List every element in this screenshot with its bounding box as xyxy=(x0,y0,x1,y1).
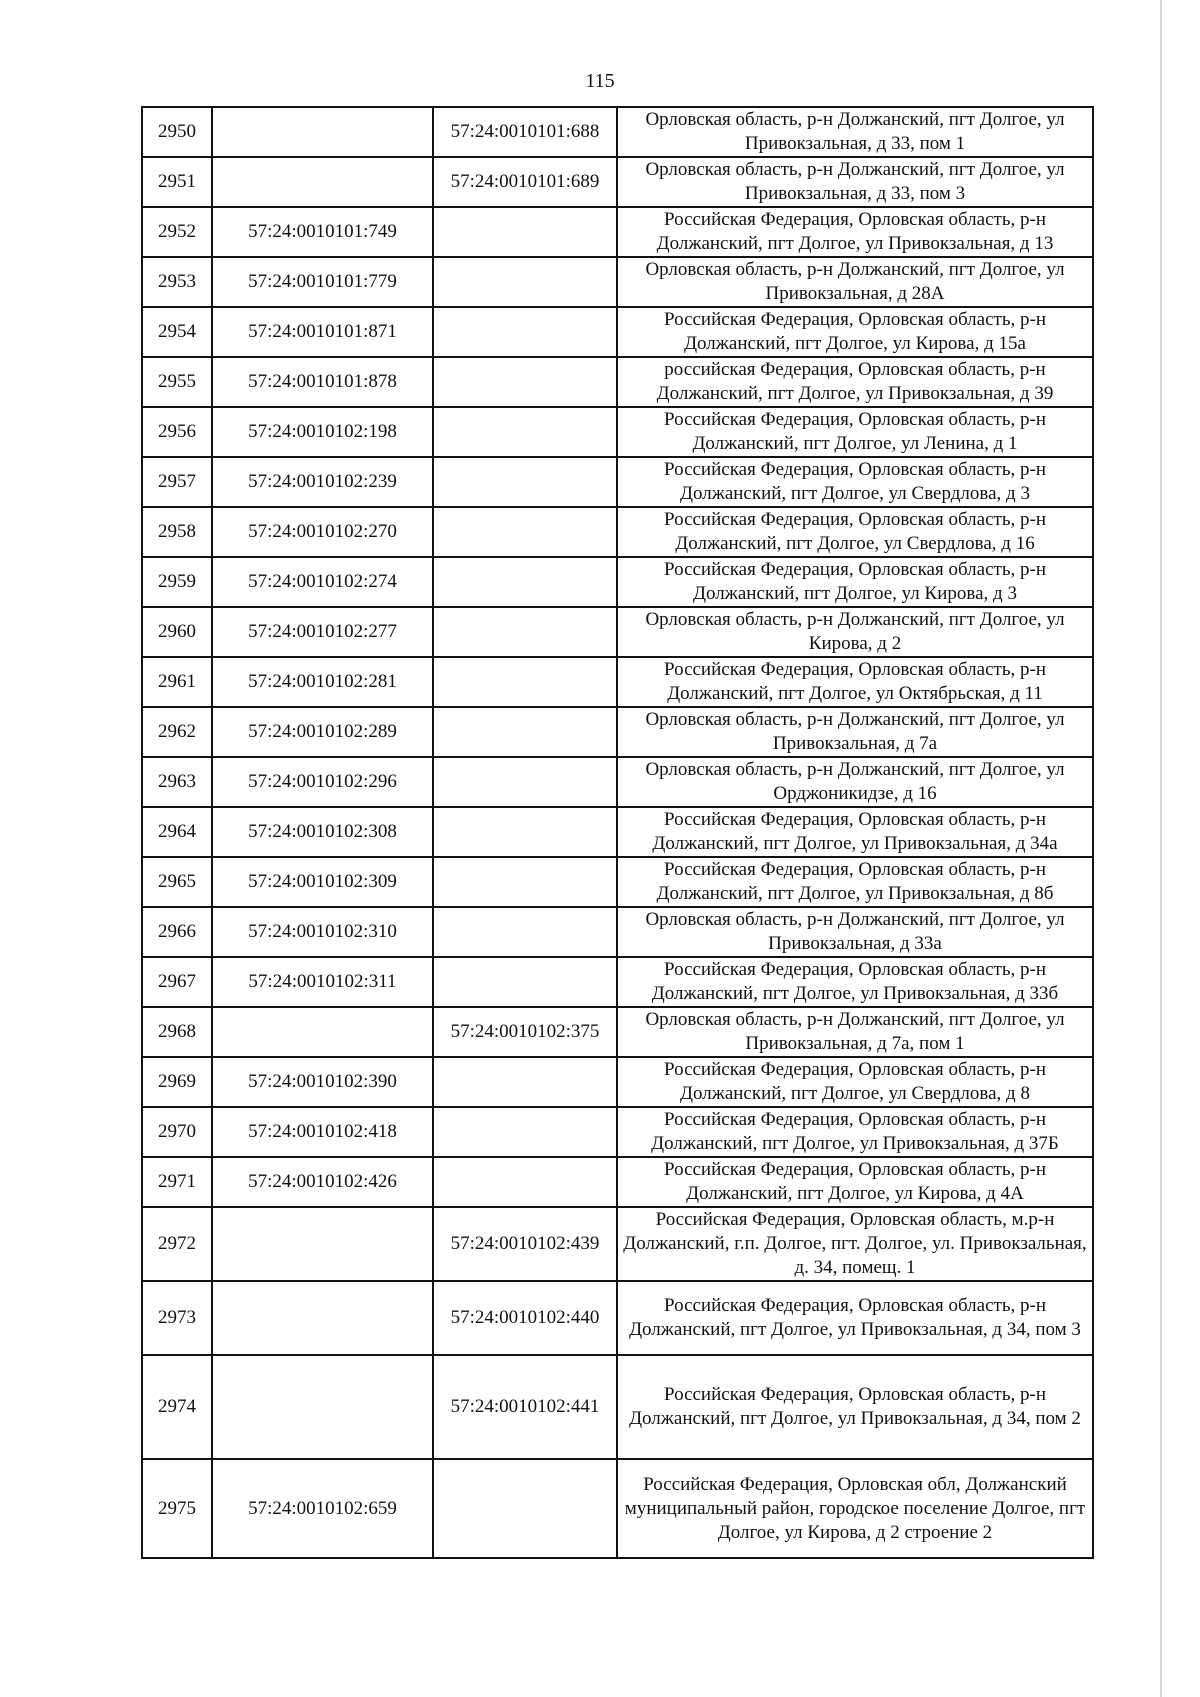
cadastral-number-a: 57:24:0010101:749 xyxy=(212,207,433,257)
row-number: 2967 xyxy=(142,957,212,1007)
cadastral-number-b xyxy=(433,607,617,657)
table-row xyxy=(142,107,1093,157)
address-cell: Российская Федерация, Орловская область, р-н Должанский, пгт Долгое, ул Октябрьская, д 11 xyxy=(617,657,1093,707)
cadastral-number-a: 57:24:0010102:426 xyxy=(212,1157,433,1207)
row-number: 2960 xyxy=(142,607,212,657)
table-row xyxy=(142,957,1093,1007)
cadastral-number-a: 57:24:0010102:308 xyxy=(212,807,433,857)
table-row xyxy=(142,307,1093,357)
page-edge-line xyxy=(1160,0,1162,1697)
address-cell: Российская Федерация, Орловская область, р-н Должанский, пгт Долгое, ул Привокзальная, д 34, пом 3 xyxy=(617,1281,1093,1355)
address-cell: Российская Федерация, Орловская область, р-н Должанский, пгт Долгое, ул Привокзальная, д 13 xyxy=(617,207,1093,257)
address-cell: Орловская область, р-н Должанский, пгт Долгое, ул Орджоникидзе, д 16 xyxy=(617,757,1093,807)
row-number: 2965 xyxy=(142,857,212,907)
row-number: 2964 xyxy=(142,807,212,857)
cadastral-number-b xyxy=(433,357,617,407)
cadastral-number-b xyxy=(433,807,617,857)
cadastral-number-a xyxy=(212,1355,433,1459)
address-cell: Российская Федерация, Орловская область, р-н Должанский, пгт Долгое, ул Свердлова, д 16 xyxy=(617,507,1093,557)
table-row xyxy=(142,207,1093,257)
row-number: 2968 xyxy=(142,1007,212,1057)
address-cell: Российская Федерация, Орловская область, м.р-н Должанский, г.п. Долгое, пгт. Долгое, ул. Привокзальная, д. 34, помещ. 1 xyxy=(617,1207,1093,1281)
cadastral-number-a: 57:24:0010102:659 xyxy=(212,1459,433,1558)
table-row xyxy=(142,657,1093,707)
cadastral-number-a xyxy=(212,107,433,157)
row-number: 2973 xyxy=(142,1281,212,1355)
cadastral-number-b xyxy=(433,407,617,457)
table-row xyxy=(142,457,1093,507)
row-number: 2971 xyxy=(142,1157,212,1207)
table-row xyxy=(142,507,1093,557)
address-cell: Российская Федерация, Орловская область, р-н Должанский, пгт Долгое, ул Свердлова, д 8 xyxy=(617,1057,1093,1107)
row-number: 2975 xyxy=(142,1459,212,1558)
cadastral-number-a: 57:24:0010102:311 xyxy=(212,957,433,1007)
table-row xyxy=(142,357,1093,407)
registry-table xyxy=(141,106,1094,1559)
address-cell: Российская Федерация, Орловская область, р-н Должанский, пгт Долгое, ул Привокзальная, д 34, пом 2 xyxy=(617,1355,1093,1459)
cadastral-number-b: 57:24:0010102:375 xyxy=(433,1007,617,1057)
row-number: 2950 xyxy=(142,107,212,157)
cadastral-number-a: 57:24:0010102:281 xyxy=(212,657,433,707)
table-row xyxy=(142,607,1093,657)
table-row xyxy=(142,1459,1093,1558)
cadastral-number-b xyxy=(433,957,617,1007)
table-row xyxy=(142,1107,1093,1157)
table-row xyxy=(142,157,1093,207)
cadastral-number-b xyxy=(433,307,617,357)
cadastral-number-a: 57:24:0010102:270 xyxy=(212,507,433,557)
address-cell: Российская Федерация, Орловская область, р-н Должанский, пгт Долгое, ул Ленина, д 1 xyxy=(617,407,1093,457)
row-number: 2972 xyxy=(142,1207,212,1281)
row-number: 2956 xyxy=(142,407,212,457)
cadastral-number-b xyxy=(433,457,617,507)
cadastral-number-a xyxy=(212,1007,433,1057)
cadastral-number-a: 57:24:0010102:390 xyxy=(212,1057,433,1107)
address-cell: Орловская область, р-н Должанский, пгт Долгое, ул Привокзальная, д 33а xyxy=(617,907,1093,957)
table-row xyxy=(142,757,1093,807)
cadastral-number-b xyxy=(433,857,617,907)
address-cell: Орловская область, р-н Должанский, пгт Долгое, ул Привокзальная, д 33, пом 1 xyxy=(617,107,1093,157)
row-number: 2961 xyxy=(142,657,212,707)
cadastral-number-b xyxy=(433,507,617,557)
cadastral-number-b xyxy=(433,707,617,757)
table-row xyxy=(142,407,1093,457)
address-cell: Российская Федерация, Орловская область, р-н Должанский, пгт Долгое, ул Кирова, д 4А xyxy=(617,1157,1093,1207)
address-cell: Российская Федерация, Орловская обл, Должанский муниципальный район, городское поселение Долгое, пгт Долгое, ул Кирова, д 2 строение 2 xyxy=(617,1459,1093,1558)
row-number: 2955 xyxy=(142,357,212,407)
cadastral-number-a: 57:24:0010101:871 xyxy=(212,307,433,357)
address-cell: Орловская область, р-н Должанский, пгт Долгое, ул Кирова, д 2 xyxy=(617,607,1093,657)
cadastral-number-a: 57:24:0010102:277 xyxy=(212,607,433,657)
address-cell: российская Федерация, Орловская область, р-н Должанский, пгт Долгое, ул Привокзальная, д 39 xyxy=(617,357,1093,407)
row-number: 2957 xyxy=(142,457,212,507)
address-cell: Орловская область, р-н Должанский, пгт Долгое, ул Привокзальная, д 7а xyxy=(617,707,1093,757)
address-cell: Российская Федерация, Орловская область, р-н Должанский, пгт Долгое, ул Привокзальная, д 37Б xyxy=(617,1107,1093,1157)
table-row xyxy=(142,907,1093,957)
cadastral-number-b: 57:24:0010101:688 xyxy=(433,107,617,157)
row-number: 2953 xyxy=(142,257,212,307)
cadastral-number-b xyxy=(433,207,617,257)
row-number: 2966 xyxy=(142,907,212,957)
page-number: 115 xyxy=(585,70,615,92)
cadastral-number-a: 57:24:0010102:198 xyxy=(212,407,433,457)
address-cell: Российская Федерация, Орловская область, р-н Должанский, пгт Долгое, ул Кирова, д 15а xyxy=(617,307,1093,357)
table-row xyxy=(142,1207,1093,1281)
cadastral-number-b: 57:24:0010102:439 xyxy=(433,1207,617,1281)
address-cell: Российская Федерация, Орловская область, р-н Должанский, пгт Долгое, ул Привокзальная, д 8б xyxy=(617,857,1093,907)
row-number: 2974 xyxy=(142,1355,212,1459)
address-cell: Российская Федерация, Орловская область, р-н Должанский, пгт Долгое, ул Привокзальная, д 33б xyxy=(617,957,1093,1007)
cadastral-number-b xyxy=(433,557,617,607)
cadastral-number-a: 57:24:0010102:274 xyxy=(212,557,433,607)
cadastral-number-b: 57:24:0010102:441 xyxy=(433,1355,617,1459)
row-number: 2952 xyxy=(142,207,212,257)
table-row xyxy=(142,1007,1093,1057)
cadastral-number-b xyxy=(433,1057,617,1107)
cadastral-number-b xyxy=(433,257,617,307)
cadastral-number-b xyxy=(433,907,617,957)
cadastral-number-a xyxy=(212,1207,433,1281)
cadastral-number-b xyxy=(433,757,617,807)
row-number: 2959 xyxy=(142,557,212,607)
row-number: 2958 xyxy=(142,507,212,557)
cadastral-number-b: 57:24:0010101:689 xyxy=(433,157,617,207)
row-number: 2970 xyxy=(142,1107,212,1157)
cadastral-number-b xyxy=(433,1107,617,1157)
cadastral-number-b xyxy=(433,657,617,707)
row-number: 2969 xyxy=(142,1057,212,1107)
table-row xyxy=(142,1057,1093,1107)
address-cell: Орловская область, р-н Должанский, пгт Долгое, ул Привокзальная, д 28А xyxy=(617,257,1093,307)
cadastral-number-a: 57:24:0010102:310 xyxy=(212,907,433,957)
cadastral-number-b xyxy=(433,1459,617,1558)
cadastral-number-a: 57:24:0010102:309 xyxy=(212,857,433,907)
row-number: 2962 xyxy=(142,707,212,757)
row-number: 2954 xyxy=(142,307,212,357)
cadastral-number-a: 57:24:0010102:418 xyxy=(212,1107,433,1157)
table-row xyxy=(142,1281,1093,1355)
table-row xyxy=(142,807,1093,857)
cadastral-number-a: 57:24:0010101:779 xyxy=(212,257,433,307)
cadastral-number-a: 57:24:0010102:296 xyxy=(212,757,433,807)
cadastral-number-a xyxy=(212,157,433,207)
row-number: 2963 xyxy=(142,757,212,807)
row-number: 2951 xyxy=(142,157,212,207)
address-cell: Орловская область, р-н Должанский, пгт Долгое, ул Привокзальная, д 7а, пом 1 xyxy=(617,1007,1093,1057)
cadastral-number-a: 57:24:0010102:239 xyxy=(212,457,433,507)
address-cell: Орловская область, р-н Должанский, пгт Долгое, ул Привокзальная, д 33, пом 3 xyxy=(617,157,1093,207)
cadastral-number-a: 57:24:0010102:289 xyxy=(212,707,433,757)
cadastral-number-b: 57:24:0010102:440 xyxy=(433,1281,617,1355)
address-cell: Российская Федерация, Орловская область, р-н Должанский, пгт Долгое, ул Привокзальная, д 34а xyxy=(617,807,1093,857)
cadastral-number-a xyxy=(212,1281,433,1355)
table-row xyxy=(142,707,1093,757)
address-cell: Российская Федерация, Орловская область, р-н Должанский, пгт Долгое, ул Свердлова, д 3 xyxy=(617,457,1093,507)
address-cell: Российская Федерация, Орловская область, р-н Должанский, пгт Долгое, ул Кирова, д 3 xyxy=(617,557,1093,607)
table-row xyxy=(142,1157,1093,1207)
table-row xyxy=(142,1355,1093,1459)
table-row xyxy=(142,857,1093,907)
cadastral-number-b xyxy=(433,1157,617,1207)
table-row xyxy=(142,557,1093,607)
table-row xyxy=(142,257,1093,307)
cadastral-number-a: 57:24:0010101:878 xyxy=(212,357,433,407)
